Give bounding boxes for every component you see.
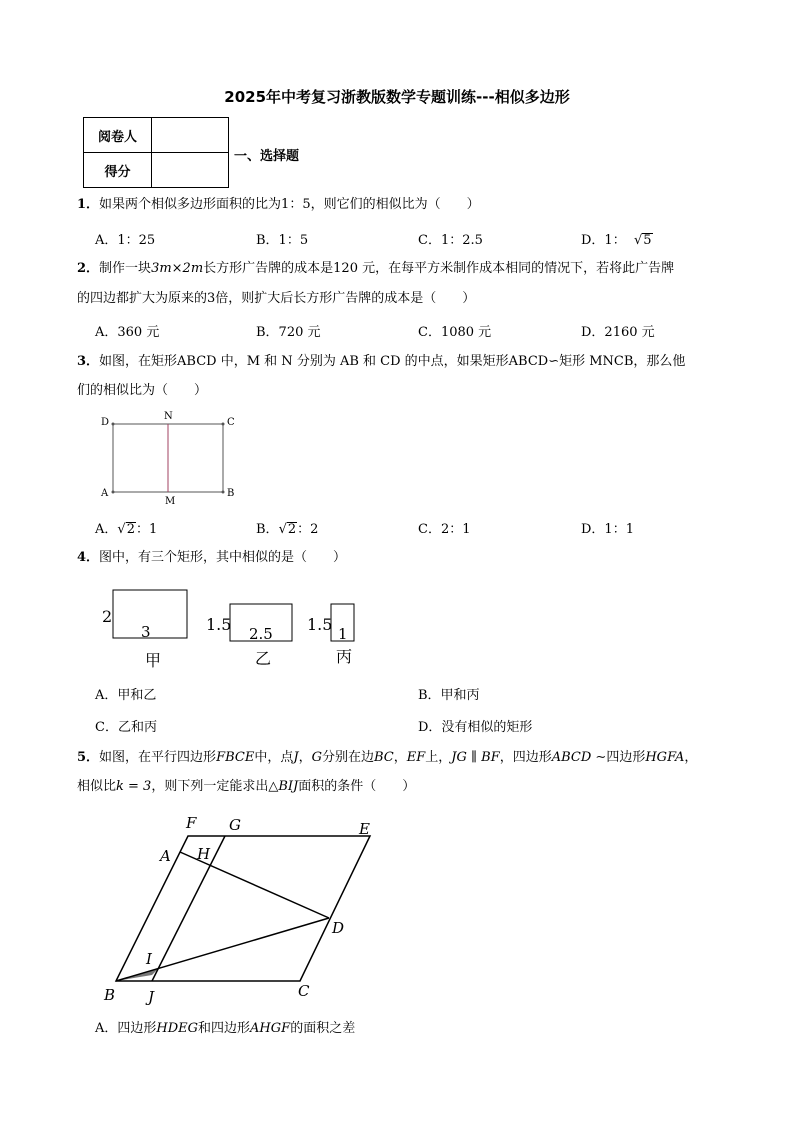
label-a: A — [101, 488, 109, 499]
question-text: 相似比 — [77, 779, 117, 794]
bing-bottom: 1 — [338, 625, 348, 643]
math-expression: J — [293, 750, 299, 765]
option-text: A．四边形 — [95, 1021, 157, 1036]
grader-table — [83, 117, 229, 188]
question-text: 如图，在平行四边形 — [99, 750, 217, 765]
question-4 — [77, 548, 346, 568]
page-title: 2025年中考复习浙教版数学专题训练---相似多边形 — [224, 88, 570, 106]
bing-name: 丙 — [336, 647, 353, 666]
label-d: D — [332, 919, 345, 937]
parallelogram-fbce — [116, 836, 370, 981]
q3-option-a: A．√2：1 — [95, 522, 158, 537]
question-text: 图中，有三个矩形，其中相似的是（ ） — [99, 550, 347, 565]
question-number: 2． — [77, 261, 100, 276]
question-text: ，四边形 — [499, 750, 552, 765]
jia-name: 甲 — [145, 651, 162, 670]
math-expression: 3m×2m — [151, 261, 204, 276]
label-g: G — [229, 816, 241, 834]
yi-bottom: 2.5 — [249, 625, 273, 643]
q4-option-d: D．没有相似的矩形 — [418, 720, 533, 735]
question-text: 如图，在矩形ABCD 中，M 和 N 分别为 AB 和 CD 的中点，如果矩形ABCD∽矩形 MNCB，那么他 — [99, 354, 686, 369]
question-2 — [77, 259, 674, 279]
q4-rectangles-figure — [95, 582, 375, 672]
question-text: 四边形 — [606, 750, 646, 765]
sqrt-value: 2 — [287, 522, 297, 537]
question-text: 上， — [425, 750, 452, 765]
bing-side: 1.5 — [307, 615, 333, 634]
question-text: ， — [393, 750, 407, 765]
point-d — [112, 423, 115, 426]
question-2-line-2: 的四边都扩大为原来的3倍，则扩大后长方形广告牌的成本是（ ） — [77, 291, 476, 306]
label-a: A — [160, 847, 171, 865]
point-c — [222, 423, 225, 426]
q1-option-c: C．1：2.5 — [418, 233, 483, 248]
label-c: C — [227, 417, 235, 428]
point-b — [222, 491, 225, 494]
yi-side: 1.5 — [206, 615, 232, 634]
question-5 — [77, 748, 697, 768]
question-text: 面积的条件（ ） — [298, 779, 416, 794]
q2-option-c: C．1080 元 — [418, 325, 492, 340]
question-text: 如果两个相似多边形面积的比为1：5，则它们的相似比为（ ） — [99, 197, 480, 212]
question-text: ，则下列一定能求出△ — [151, 779, 279, 794]
label-i: I — [146, 950, 152, 968]
math-expression: k = 3 — [116, 779, 152, 794]
label-m: M — [165, 496, 176, 507]
yi-name: 乙 — [255, 649, 272, 668]
reviewer-label: 阅卷人 — [84, 118, 152, 153]
q3-option-b: B．√2：2 — [256, 522, 319, 537]
math-expression: EF — [406, 750, 426, 765]
question-3-line-2: 们的相似比为（ ） — [77, 383, 208, 398]
math-expression: G — [311, 750, 322, 765]
point-a — [112, 491, 115, 494]
label-b: B — [104, 986, 116, 1004]
q1-option-b: B．1：5 — [256, 233, 309, 248]
question-number: 4． — [77, 550, 100, 565]
math-expression: FBCE — [216, 750, 255, 765]
question-number: 5． — [77, 750, 100, 765]
q5-parallelogram-figure — [100, 812, 390, 1010]
score-label: 得分 — [84, 153, 152, 188]
option-text: ：2 — [297, 522, 319, 537]
option-text: 和四边形 — [198, 1021, 251, 1036]
q1-option-a: A．1：25 — [95, 233, 156, 248]
score-field — [152, 153, 229, 188]
question-text: 中，点 — [254, 750, 294, 765]
q2-option-b: B．720 元 — [256, 325, 321, 340]
question-text: ， — [684, 750, 698, 765]
label-b: B — [227, 488, 235, 499]
q2-option-a: A．360 元 — [95, 325, 160, 340]
q4-option-b: B．甲和丙 — [418, 688, 480, 703]
q3-rectangle-figure — [95, 408, 245, 510]
q3-option-d: D．1：1 — [581, 522, 634, 537]
option-text: A． — [95, 522, 118, 537]
q4-option-c: C．乙和丙 — [95, 720, 157, 735]
question-3 — [77, 352, 685, 372]
math-expression: AHGF — [250, 1021, 291, 1036]
q2-option-d: D．2160 元 — [581, 325, 655, 340]
label-j: J — [148, 988, 155, 1006]
label-c: C — [298, 982, 310, 1000]
question-text: ， — [298, 750, 312, 765]
label-e: E — [359, 820, 370, 838]
option-text: B． — [256, 522, 279, 537]
question-number: 3． — [77, 354, 100, 369]
label-f: F — [186, 814, 197, 832]
reviewer-field — [152, 118, 229, 153]
option-text: ：1 — [135, 522, 158, 537]
q5-option-a — [95, 1017, 355, 1036]
q4-option-a: A．甲和乙 — [95, 688, 157, 703]
label-d: D — [101, 417, 110, 428]
math-expression: BIJ — [278, 779, 299, 794]
question-text: 制作一块 — [99, 261, 152, 276]
jia-side: 2 — [102, 607, 113, 626]
sqrt-value: 5 — [643, 233, 652, 248]
math-expression: HGFA — [645, 750, 685, 765]
question-5-line-2 — [77, 777, 415, 797]
label-n: N — [164, 411, 173, 422]
q3-option-c: C．2：1 — [418, 522, 471, 537]
math-expression: HDEG — [156, 1021, 199, 1036]
math-expression: JG ∥ BF — [451, 750, 500, 765]
jia-bottom: 3 — [141, 623, 151, 641]
section-heading: 一、选择题 — [234, 149, 300, 164]
question-number: 1． — [77, 197, 100, 212]
option-text: D．1： — [581, 233, 626, 248]
q1-option-d: D．1： √5 — [581, 233, 652, 248]
option-text: 的面积之差 — [290, 1021, 356, 1036]
label-h: H — [197, 845, 211, 863]
question-text: 长方形广告牌的成本是120 元，在每平方米制作成本相同的情况下，若将此广告牌 — [203, 261, 675, 276]
question-text: 分别在边 — [321, 750, 374, 765]
sqrt-value: 2 — [126, 522, 135, 537]
question-1 — [77, 195, 480, 215]
math-expression: BC — [373, 750, 394, 765]
math-expression: ABCD ∼ — [551, 750, 607, 765]
